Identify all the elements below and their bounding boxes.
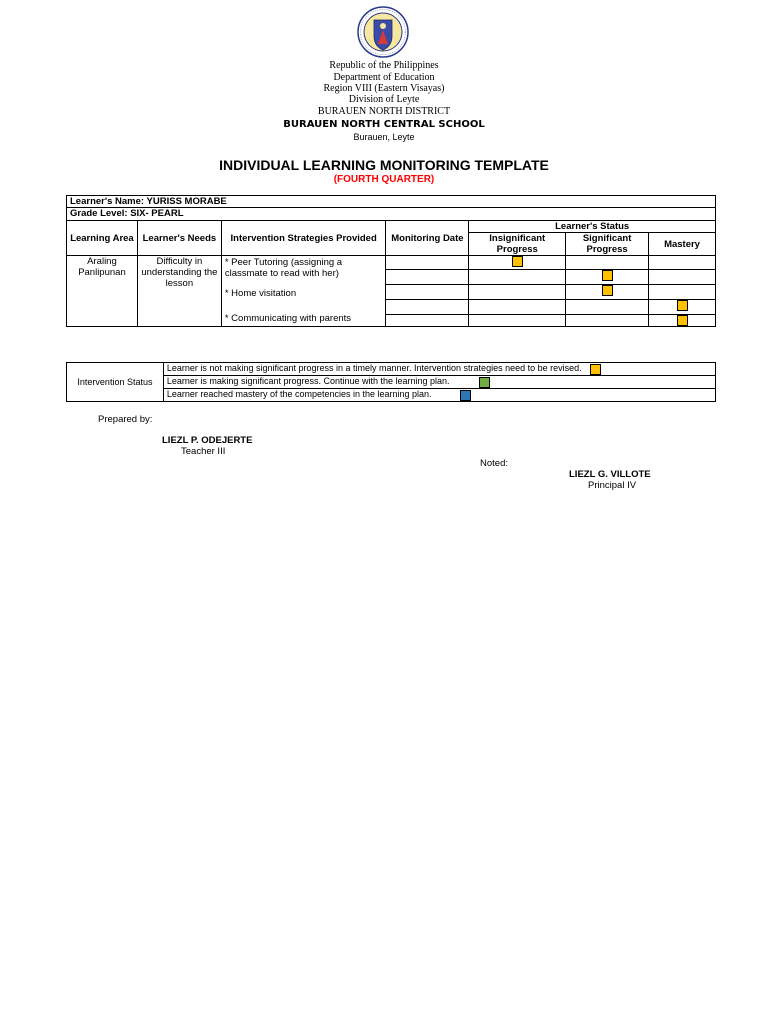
insignificant-cell-5 — [469, 315, 566, 327]
col-learning-area: Learning Area — [67, 221, 138, 256]
page-title: INDIVIDUAL LEARNING MONITORING TEMPLATE — [219, 157, 549, 173]
principal-title: Principal IV — [588, 480, 637, 491]
col-mastery: Mastery — [649, 233, 716, 256]
yellow-marker — [602, 285, 613, 296]
yellow-marker — [677, 300, 688, 311]
blue-legend-swatch — [460, 390, 471, 401]
header-division: Division of Leyte — [348, 94, 420, 105]
yellow-legend-swatch — [590, 364, 601, 375]
significant-cell-1 — [566, 256, 649, 270]
col-learners-needs: Learner's Needs — [137, 221, 221, 256]
deped-seal-icon — [357, 6, 409, 58]
cell-learners-needs: Difficulty in understanding the lesson — [137, 256, 221, 327]
significant-cell-3 — [566, 285, 649, 300]
grade-level-row: Grade Level: SIX- PEARL — [67, 208, 716, 221]
status-text-continue: Learner is making significant progress. Continue with the learning plan. — [166, 376, 450, 387]
teacher-name: LIEZL P. ODEJERTE — [162, 435, 253, 446]
significant-cell-2 — [566, 270, 649, 285]
col-significant-progress: Significant Progress — [566, 233, 649, 256]
insignificant-cell-3 — [469, 285, 566, 300]
date-cell-1 — [386, 256, 469, 270]
col-insignificant-progress: Insignificant Progress — [469, 233, 566, 256]
status-row-continue — [163, 376, 715, 389]
status-text-revise: Learner is not making significant progress in a timely manner. Intervention strategies need to be revised. — [166, 363, 582, 374]
principal-name: LIEZL G. VILLOTE — [569, 469, 651, 480]
teacher-title: Teacher III — [181, 446, 226, 457]
mastery-cell-4 — [649, 300, 716, 315]
yellow-marker — [677, 315, 688, 326]
significant-cell-4 — [566, 300, 649, 315]
insignificant-cell-1 — [469, 256, 566, 270]
mastery-cell-1 — [649, 256, 716, 270]
status-text-mastery: Learner reached mastery of the competencies in the learning plan. — [166, 389, 432, 400]
col-learners-status: Learner's Status — [469, 221, 716, 233]
intervention-status-table — [66, 362, 716, 402]
strategy-peer-tutoring: * Peer Tutoring (assigning a classmate to read with her) — [224, 257, 343, 279]
mastery-cell-2 — [649, 270, 716, 285]
strategy-home-visitation: * Home visitation — [224, 288, 297, 299]
quarter-label: (FOURTH QUARTER) — [333, 174, 435, 185]
date-cell-5 — [386, 315, 469, 327]
status-row-mastery — [163, 389, 715, 402]
col-intervention-strategies: Intervention Strategies Provided — [221, 221, 386, 256]
header-region: Region VIII (Eastern Visayas) — [323, 83, 445, 94]
date-cell-2 — [386, 270, 469, 285]
date-cell-4 — [386, 300, 469, 315]
intervention-status-label: Intervention Status — [67, 363, 164, 402]
prepared-by-label: Prepared by: — [98, 414, 153, 425]
status-row-revise — [163, 363, 715, 376]
yellow-marker — [512, 256, 523, 267]
significant-cell-5 — [566, 315, 649, 327]
green-legend-swatch — [479, 377, 490, 388]
header-republic: Republic of the Philippines — [329, 60, 439, 71]
insignificant-cell-4 — [469, 300, 566, 315]
learner-name-row: Learner's Name: YURISS MORABE — [67, 196, 716, 208]
mastery-cell-5 — [649, 315, 716, 327]
monitoring-table — [66, 195, 716, 327]
header-department: Department of Education — [333, 72, 435, 83]
header-school: BURAUEN NORTH CENTRAL SCHOOL — [283, 119, 485, 130]
noted-label: Noted: — [480, 458, 508, 469]
date-cell-3 — [386, 285, 469, 300]
mastery-cell-3 — [649, 285, 716, 300]
header-location: Burauen, Leyte — [353, 132, 415, 142]
cell-learning-area: Araling Panlipunan — [67, 256, 138, 327]
strategy-communicating-parents: * Communicating with parents — [224, 313, 352, 324]
cell-strategies — [221, 256, 386, 327]
insignificant-cell-2 — [469, 270, 566, 285]
header-district: BURAUEN NORTH DISTRICT — [317, 106, 451, 117]
yellow-marker — [602, 270, 613, 281]
col-monitoring-date: Monitoring Date — [386, 221, 469, 256]
